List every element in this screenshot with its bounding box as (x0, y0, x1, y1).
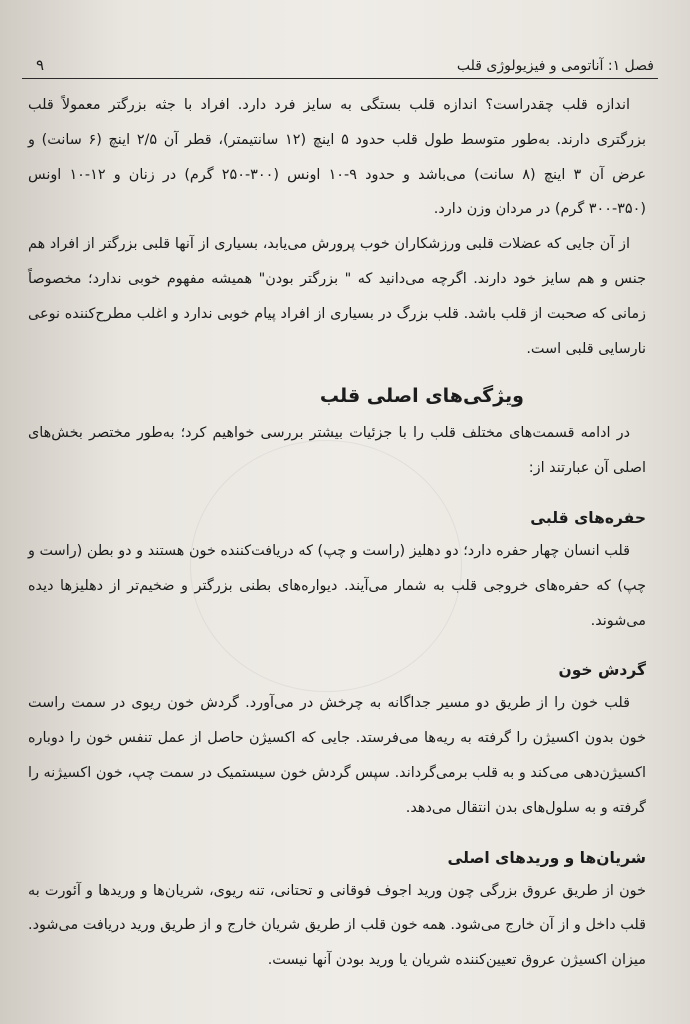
paragraph-text: اندازه قلب چقدراست؟ اندازه قلب بستگی به سایز فرد دارد. افراد با جثه بزرگتر معمولاً قلب بزرگتری دارند. به‌طور متوسط طول قلب حدود ۵ اینچ (۱۲ سانتیمتر)، قطر آن ۲/۵ اینچ (۶ سانت) و عرض آن ۳ اینچ (۸ سانت) می‌باشد و حدود ۹-۱۰ اونس (۳۰۰-۲۵۰ گرم) در زنان و ۱۲-۱۰ اونس (۳۵۰-۳۰۰ گرم) در مردان وزن دارد. (28, 97, 647, 218)
subheading-chambers: حفره‌های قلبی (530, 508, 646, 527)
paragraph-text: خون از طریق عروق بزرگی چون ورید اجوف فوقانی و تحتانی، تنه ریوی، شریان‌ها و وریدها و آئورت به قلب داخل و از آن خارج می‌شود. همه خون قلب از طریق شریان خارج و از طریق ورید دریافت می‌شود. میزان اکسیژن عروق تعیین‌کننده شریان یا ورید بودن آنها نیست. (28, 882, 646, 969)
page-number: ۹ (36, 56, 45, 74)
paragraph-text: از آن جایی که عضلات قلبی ورزشکاران خوب پرورش می‌یابد، بسیاری از آنها قلبی بزرگتر از افراد هم جنس و هم سایز خود دارند. اگرچه می‌دانید که " بزرگتر بودن" همیشه مفهوم خوبی ندارد؛ مخصوصاً زمانی که صحبت از قلب باشد. قلب بزرگ در بسیاری از افراد پیام خوبی ندارد و اغلب مطرح‌کننده نوعی نارسایی قلبی است. (28, 236, 646, 357)
paragraph-athletes (28, 227, 646, 366)
chapter-title: فصل ۱: آناتومی و فیزیولوژی قلب (456, 58, 654, 74)
paragraph-heart-size (28, 88, 646, 227)
page-body (28, 88, 646, 978)
section-heading-main-features: ویژگی‌های اصلی قلب (319, 385, 524, 408)
subheading-vessels: شریان‌ها و وریدهای اصلی (447, 848, 646, 867)
paragraph-text: قلب انسان چهار حفره دارد؛ دو دهلیز (راست و چپ) که دریافت‌کننده خون هستند و دو بطن (راست و چپ) که حفره‌های خروجی قلب به شمار می‌آیند. دیواره‌های بطنی بزرگتر و ضخیم‌تر از دهلیزها دیده می‌شوند. (28, 542, 646, 629)
paragraph-intro-parts (28, 416, 646, 486)
paragraph-circulation (28, 686, 646, 825)
page-header (22, 44, 658, 79)
paragraph-text: در ادامه قسمت‌های مختلف قلب را با جزئیات بیشتر بررسی خواهیم کرد؛ به‌طور مختصر بخش‌های اصلی آن عبارتند از: (28, 425, 646, 477)
subheading-circulation: گردش خون (558, 661, 646, 680)
paragraph-vessels (28, 874, 646, 978)
paragraph-text: قلب خون را از طریق دو مسیر جداگانه به چرخش در می‌آورد. گردش خون ریوی در سمت راست خون بدون اکسیژن را گرفته به ریه‌ها می‌فرستد. جایی که اکسیژن حاصل از عمل تنفس خون را دوباره اکسیژن‌دهی می‌کند و به قلب برمی‌گرداند. سپس گردش خون سیستمیک در سمت چپ، خون اکسیژنه را گرفته و به سلول‌های بدن انتقال می‌دهد. (28, 695, 646, 816)
paragraph-chambers (28, 534, 646, 638)
